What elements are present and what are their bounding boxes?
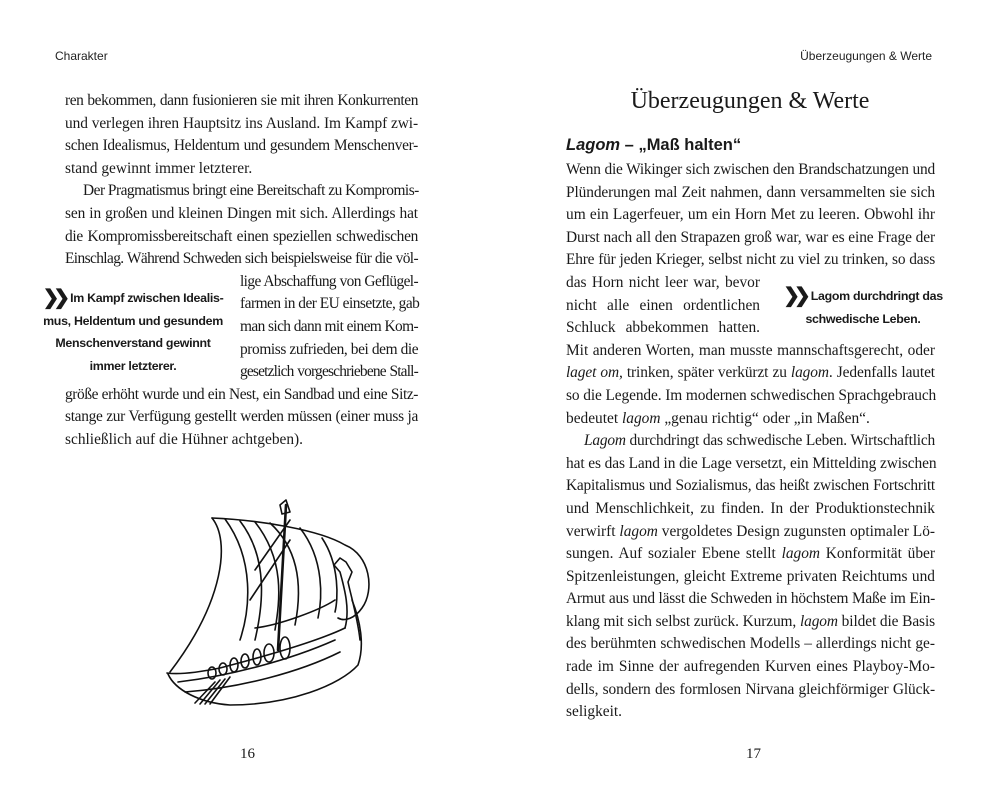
text-line: promiss zufrieden, bei dem die [240, 340, 419, 358]
text-segment: sungen. Auf sozialer Ebene stellt [566, 545, 782, 563]
text-line: so die Legende. Im modernen schwedischen Sprachgebrauch [566, 386, 937, 404]
text-segment: bedeutet [566, 409, 622, 427]
text-line: Schluck abbekommen hatten. [566, 319, 760, 337]
italic-term: lagom [790, 364, 829, 382]
italic-term: lagom [799, 612, 838, 630]
pull-quote-line: mus, Heldentum und gesundem [43, 313, 223, 328]
text-line: stand gewinnt immer letzterer. [65, 159, 253, 177]
text-line: man sich dann mit einem Kom- [240, 317, 418, 335]
text-line: die Kompromissbereitschaft einen speziellen schwedischen [65, 227, 418, 245]
text-line: das Horn nicht leer war, bevor [566, 273, 760, 291]
text-line: hat es das Land in die Lage versetzt, ein Mittelding zwischen [566, 454, 937, 472]
subsection-heading [566, 136, 741, 155]
text-line: und verlegen ihren Hauptsitz ins Ausland. Im Kampf zwi- [65, 114, 418, 132]
text-line: des berühmten schwedischen Modells – allerdings nicht ge- [566, 635, 935, 653]
text-line [566, 430, 935, 453]
italic-term: laget om, [566, 364, 623, 382]
text-line [566, 362, 935, 385]
text-line: nicht alle einen ordentlichen [566, 296, 760, 314]
text-line: lige Abschaffung von Geflügel- [240, 272, 418, 290]
pull-quote-line: Menschenverstand gewinnt [55, 336, 211, 351]
text-line: Spitzenleistungen, gleicht Extreme privaten Reichtums und [566, 567, 935, 585]
italic-term: lagom [621, 409, 661, 427]
pull-quote-line: Im Kampf zwischen Idealis- [70, 291, 224, 305]
text-line: Kapitalismus und Sozialismus, das heißt zwischen Fortschritt [566, 477, 935, 495]
text-line: um ein Lagerfeuer, um ein Horn Met zu leeren. Obwohl ihr [566, 206, 935, 224]
text-line: farmen in der EU einsetzte, gab [240, 295, 420, 313]
text-line [566, 408, 935, 431]
text-line [566, 611, 935, 634]
double-chevron-right-icon: ❯❯ [42, 287, 65, 309]
heading-italic: Lagom [566, 136, 621, 154]
italic-term: lagom [781, 545, 821, 563]
right-page [500, 0, 1000, 809]
text-line: und Menschlichkeit, zu finden. In der Produktionstechnik [566, 499, 935, 517]
text-line: dells, sondern des formlosen Nirvana gleichförmiger Glück- [566, 680, 935, 698]
text-segment: durchdringt das schwedische Leben. Wirtschaftlich [625, 432, 935, 450]
pull-quote-right [783, 285, 943, 330]
text-line: schließlich auf die Hühner achtgeben). [65, 430, 304, 448]
text-segment: trinken, später verkürzt zu [622, 364, 791, 382]
pull-quote-line: schwedische Leben. [805, 311, 921, 326]
text-line: Mit anderen Worten, man musste mannschaftsgerecht, oder [566, 341, 935, 359]
pull-quote-line: Lagom durchdringt das [810, 289, 943, 303]
running-head-left: Charakter [55, 49, 108, 63]
text-line [566, 521, 935, 544]
text-line: Ehre für jeden Krieger, selbst nicht zu viel zu trinken, so dass [566, 251, 935, 269]
double-chevron-right-icon: ❯❯ [783, 285, 805, 307]
text-line: Durst nach all den Strapazen groß war, war es eine Frage der [566, 228, 935, 246]
right-body-text [566, 159, 935, 724]
text-line: Einschlag. Während Schweden sich beispielsweise für die völ- [65, 250, 418, 268]
text-segment: vergoldetes Design zugunsten optimaler Lö- [657, 522, 936, 540]
running-head-right: Überzeugungen & Werte [800, 49, 932, 63]
italic-term: Lagom [584, 432, 626, 450]
text-segment: „genau richtig“ oder „in Maßen“. [660, 409, 870, 427]
text-line: Plünderungen mal Zeit nahmen, dann versammelten sie sich [566, 183, 935, 201]
section-title: Überzeugungen & Werte [630, 88, 870, 114]
page-number-left: 16 [240, 746, 255, 762]
text-line: rade im Sinne der aufregenden Kurven eines Playboy-Mo- [566, 658, 935, 676]
text-line: Der Pragmatismus bringt eine Bereitschaft zu Kompromis- [83, 182, 419, 200]
text-segment: bildet die Basis [837, 612, 936, 630]
text-segment: . Jedenfalls lautet [828, 364, 935, 382]
pull-quote-line: immer letzterer. [89, 358, 177, 373]
text-line: ren bekommen, dann fusionieren sie mit ihren Konkurrenten [65, 92, 418, 109]
page-number-right: 17 [746, 746, 761, 762]
text-line: Wenn die Wikinger sich zwischen den Brandschatzungen und [566, 161, 935, 178]
text-line: größe erhöht wurde und ein Nest, ein Sandbad und eine Sitz- [65, 385, 418, 403]
text-segment: klang mit sich selbst zurück. Kurzum, [566, 612, 800, 630]
text-line: sen in großen und kleinen Dingen mit sich. Allerdings hat [65, 204, 418, 222]
italic-term: lagom [619, 522, 658, 540]
text-line: schen Idealismus, Heldentum und gesundem Menschenver- [65, 137, 418, 155]
text-line [566, 543, 935, 566]
text-line: stange zur Verfügung gestellt werden müssen (einer muss ja [65, 408, 418, 426]
text-segment: verwirft [566, 522, 620, 540]
heading-rest: – „Maß halten“ [620, 136, 742, 154]
text-line: seligkeit. [566, 703, 622, 721]
text-line: Armut aus und lässt die Schweden in höchstem Maße im Ein- [566, 590, 936, 608]
text-line: gesetzlich vorgeschriebene Stall- [240, 363, 418, 381]
text-segment: Konformität über [820, 545, 935, 563]
